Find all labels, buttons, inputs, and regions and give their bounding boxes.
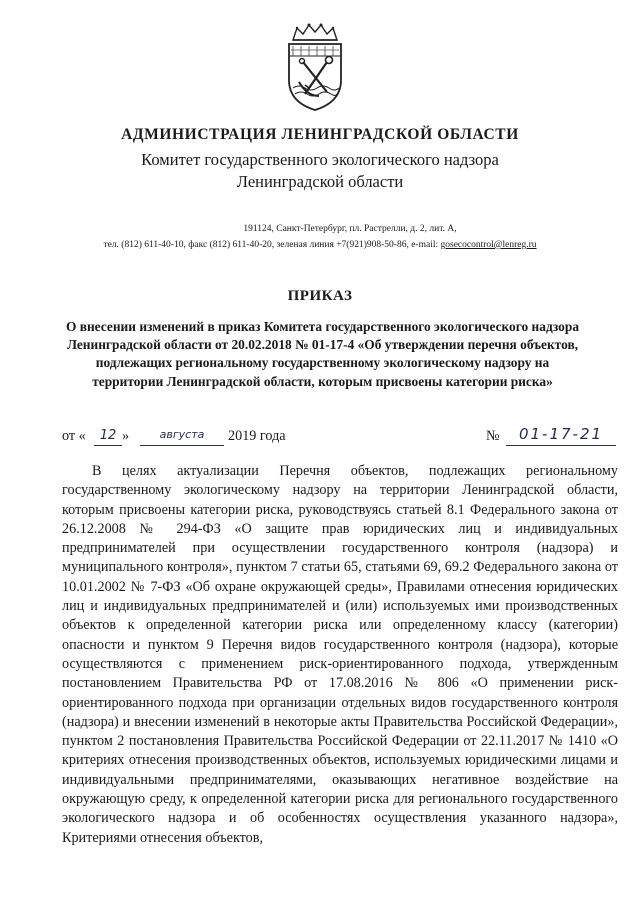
organization-name: АДМИНИСТРАЦИЯ ЛЕНИНГРАДСКОЙ ОБЛАСТИ xyxy=(121,126,519,143)
date-number-line xyxy=(62,425,622,450)
date-month-handwritten: августа xyxy=(140,428,224,446)
date-prefix: от « xyxy=(62,428,86,444)
date-day-handwritten: 12 xyxy=(94,428,122,446)
region-name: Ленинградской области xyxy=(236,172,404,191)
contact-line xyxy=(0,240,640,250)
email-link[interactable]: gosecocontrol@lenreg.ru xyxy=(440,240,537,250)
body-paragraph: В целях актуализации Перечня объектов, подлежащих региональному государственному экологическому надзору на территории Ленинградской области, которым присвоены категории риска, руководствуясь статьей 8.1 Федерального закона от 26.12.2008 № 294-ФЗ «О защите прав юридических лиц и индивидуальных предпринимателей при осуществлении государственного контроля (надзора) и муниципального контроля», пунктом 7 статьи 65, статьями 69, 69.2 Федерального закона от 10.01.2002 № 7-ФЗ «Об охране окружающей среды», Правилами отнесения юридических лиц и индивидуальных предпринимателей и (или) используемых ими производственных объектов к определенной категории риска или определенному классу (категории) опасности и пунктом 9 Перечня видов государственного контроля (надзора), которые осуществляются с применением риск-ориентированного подхода, утвержденным постановлением Правительства РФ от 17.08.2016 № 806 «О применении риск-ориентированного подхода при организации отдельных видов государственного контроля (надзора) и внесении изменений в некоторые акты Правительства Российской Федерации», пунктом 2 постановления Правительства Российской Федерации от 22.11.2017 № 1410 «О критериях отнесения производственных объектов, используемых юридическими лицами и индивидуальными предпринимателями, оказывающих негативное воздействие на окружающую среду, к определенной категории риска для регионального государственного экологического надзора и об особенностях осуществления указанного надзора», Критериями отнесения объектов, xyxy=(62,463,618,846)
coat-of-arms-emblem-icon xyxy=(283,22,347,112)
committee-name: Комитет государственного экологического надзора xyxy=(141,150,499,169)
postal-address: 191124, Санкт-Петербург, пл. Растрелли, д. 2, лит. А, xyxy=(243,224,457,234)
number-label: № xyxy=(486,428,500,444)
document-number-handwritten: 01-17-21 xyxy=(506,425,616,446)
date-quote-close: » xyxy=(122,428,130,444)
date-year: 2019 года xyxy=(228,428,286,444)
document-title: ПРИКАЗ xyxy=(287,288,353,304)
document-subject: О внесении изменений в приказ Комитета государственного экологического надзора Ленинградской области от 20.02.2018 № 01-17-4 «Об утверждении перечня объектов, подлежащих региональному государственному экологическому надзору на территории Ленинградской области, которым присвоены категории риска» xyxy=(65,319,580,389)
contact-phones: тел. (812) 611-40-10, факс (812) 611-40-20, зеленая линия +7(921)908-50-86, e-mail: xyxy=(103,240,441,250)
